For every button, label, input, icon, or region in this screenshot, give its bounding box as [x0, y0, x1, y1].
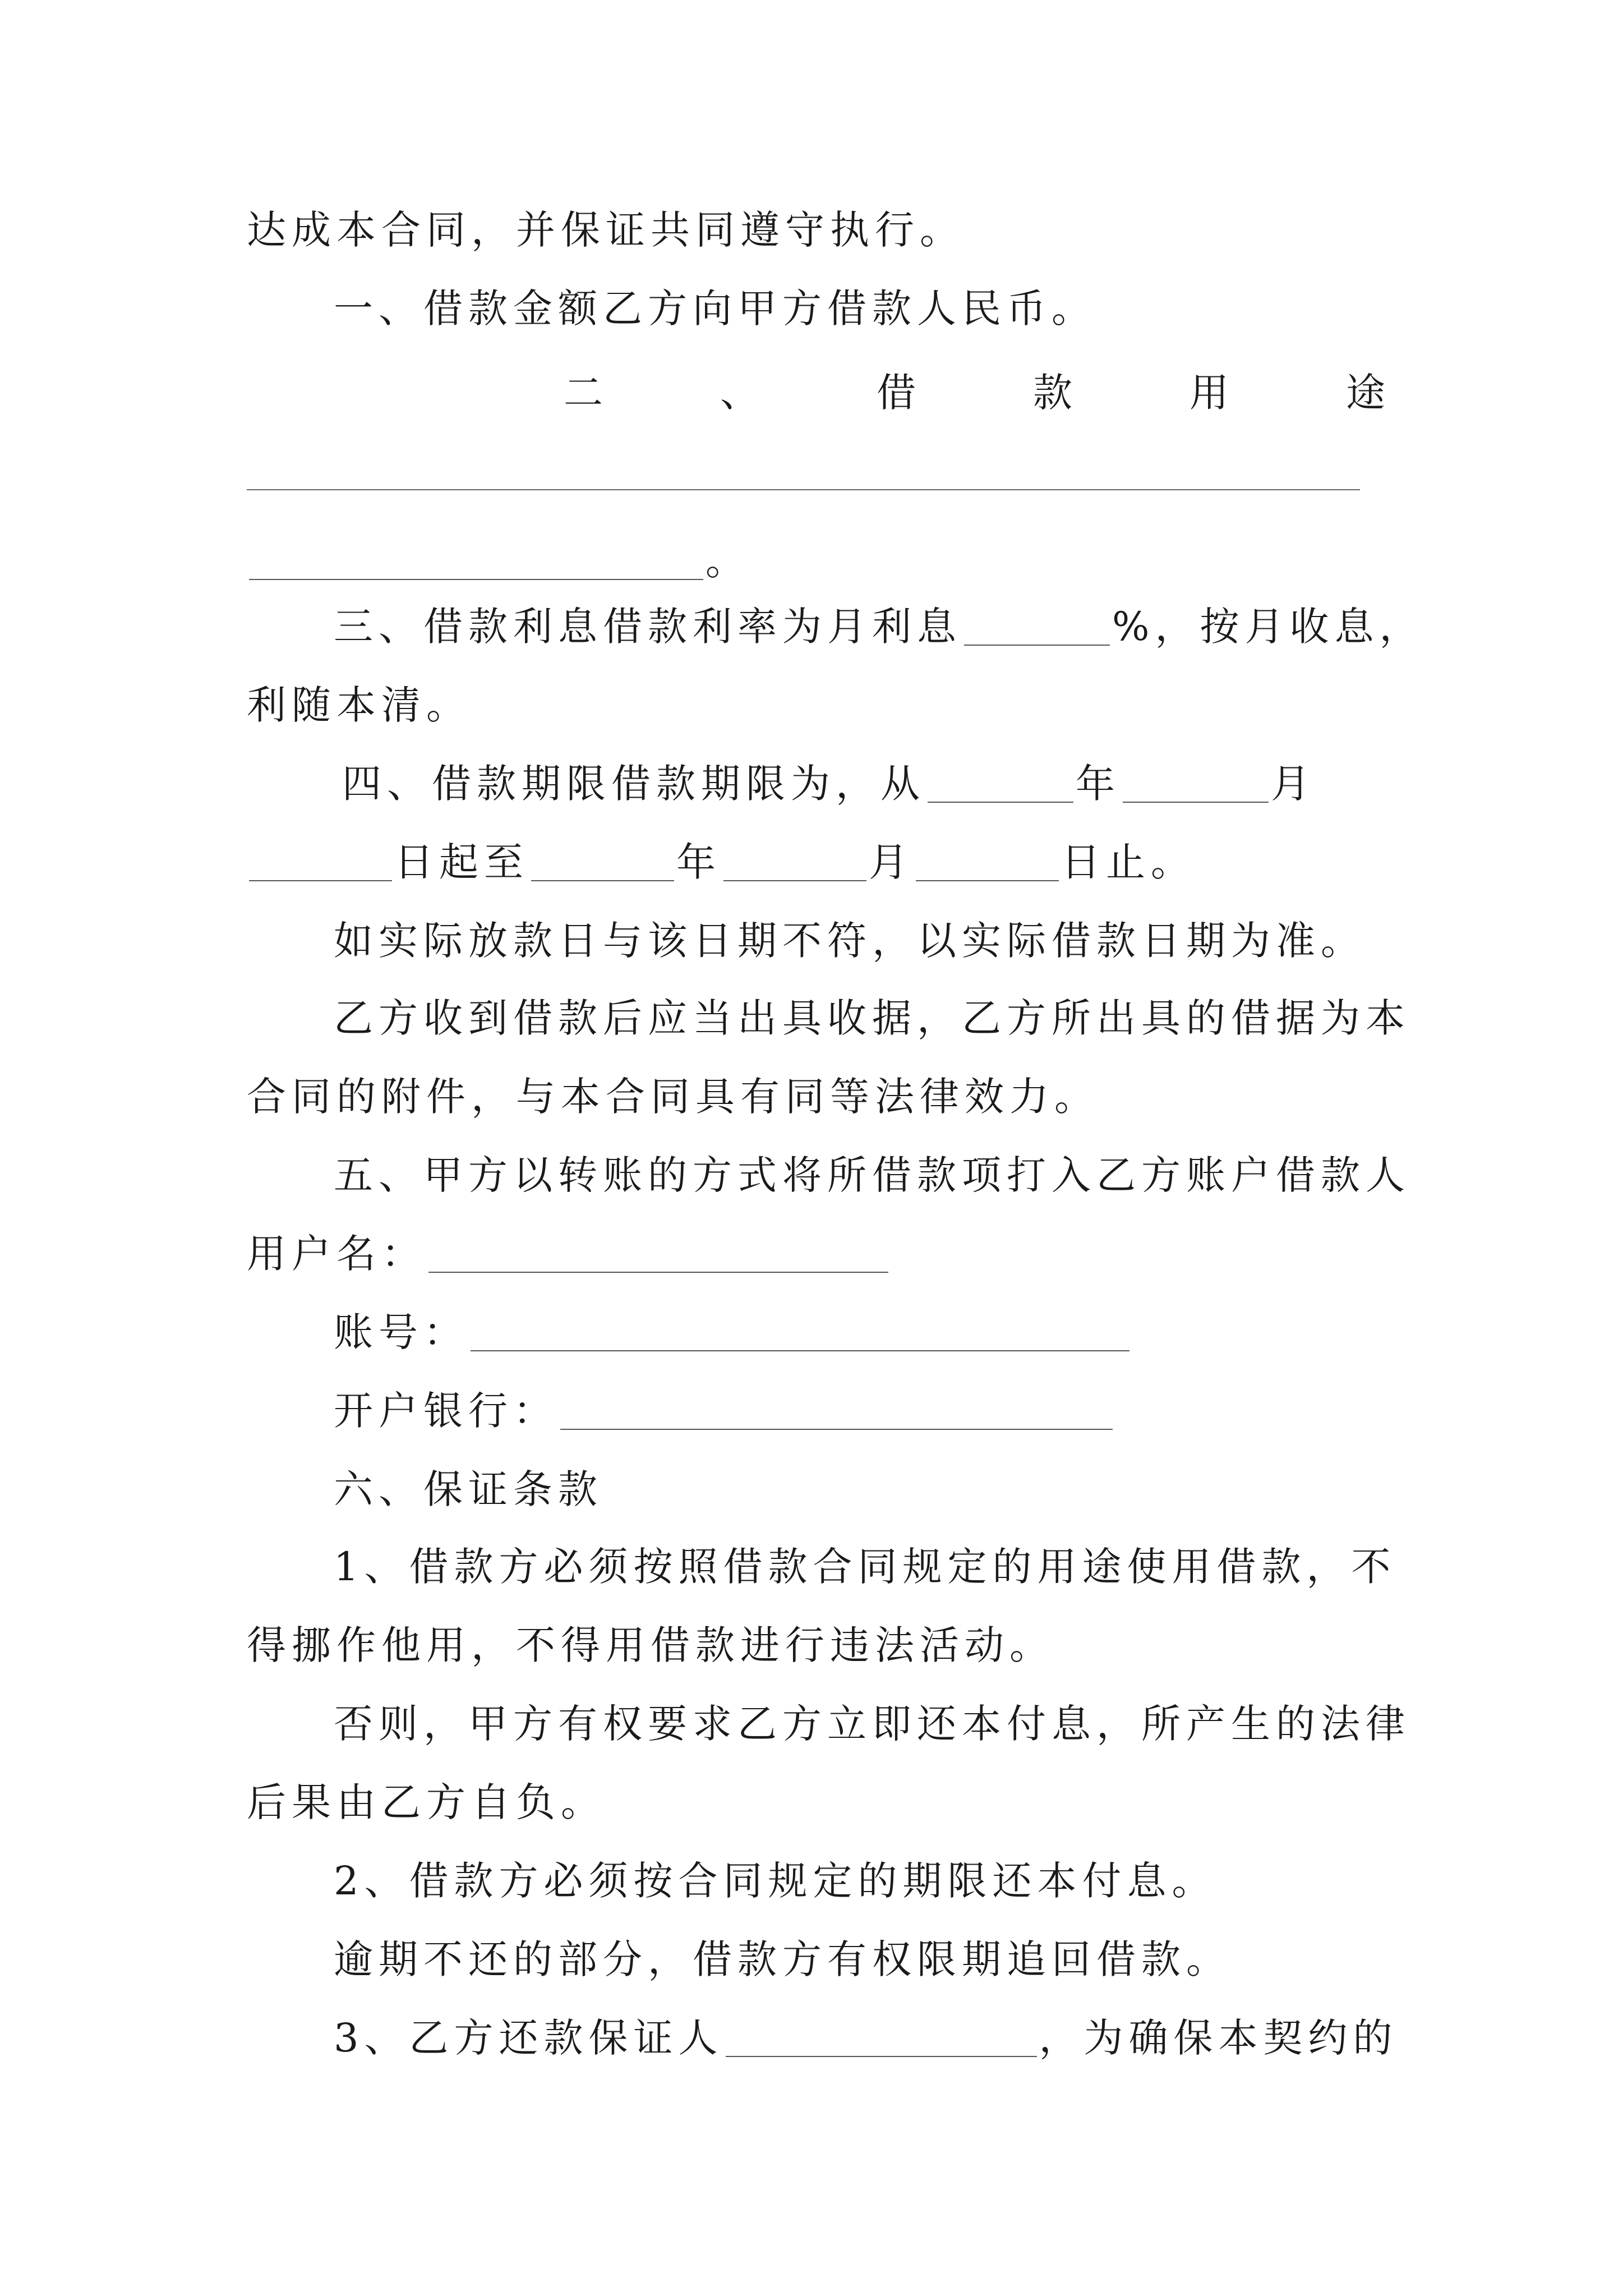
bank-field	[334, 1386, 1391, 1436]
blank-year	[928, 802, 1073, 803]
paragraph-line: 如实际放款日与该日期不符，以实际借款日期为准。	[334, 918, 1366, 964]
month-label: 月	[869, 839, 914, 885]
blank-interest-rate	[964, 645, 1110, 646]
blank-bank	[560, 1429, 1113, 1430]
blank-day	[249, 880, 392, 881]
clause-3-text-end: %，按月收息，	[1112, 604, 1424, 650]
blank-year	[531, 880, 674, 881]
clause-2-char: 、	[720, 370, 765, 416]
paragraph-line: 得挪作他用，不得用借款进行违法活动。	[247, 1622, 1054, 1668]
clause-3-text: 三、借款利息借款利率为月利息	[334, 604, 962, 650]
year-label: 年	[676, 839, 721, 885]
clause-4-term-continued	[247, 837, 1391, 887]
blank-line-purpose	[247, 489, 1360, 490]
blank-month	[723, 880, 866, 881]
blank-month	[1123, 802, 1269, 803]
purpose-blank-end	[247, 536, 1391, 586]
username-label: 用户名：	[247, 1231, 426, 1277]
clause-4-text-end: 日止。	[1061, 839, 1196, 885]
paragraph-line: 乙方收到借款后应当出具收据，乙方所出具的借据为本	[334, 995, 1410, 1041]
paragraph-line: 逾期不还的部分，借款方有权限期追回借款。	[334, 1936, 1231, 1982]
clause-2-char: 用	[1189, 370, 1234, 416]
year-label: 年	[1076, 761, 1121, 807]
clause-2-char: 二	[564, 370, 608, 416]
clause-2-heading-spread	[564, 367, 1391, 418]
paragraph-line: 利随本清。	[247, 682, 471, 728]
paragraph-line: 合同的附件，与本合同具有同等法律效力。	[247, 1074, 1099, 1120]
clause-4-term	[342, 758, 1391, 809]
blank-day	[916, 880, 1059, 881]
blank-account	[471, 1350, 1129, 1351]
username-field	[247, 1228, 1391, 1279]
guarantor-line	[334, 2013, 1398, 2063]
blank-username	[428, 1272, 888, 1273]
clause-4-text: 四、借款期限借款期限为，从	[342, 761, 925, 807]
clause-2-char: 款	[1033, 370, 1078, 416]
paragraph-line: 达成本合同，并保证共同遵守执行。	[247, 207, 965, 253]
clause-4-text: 日起至	[394, 839, 529, 885]
month-label: 月	[1271, 761, 1316, 807]
account-label: 账号：	[334, 1309, 468, 1355]
bank-label: 开户银行：	[334, 1388, 558, 1434]
clause-3-interest	[334, 601, 1424, 652]
paragraph-line: 2、借款方必须按合同规定的期限还本付息。	[334, 1858, 1217, 1904]
clause-1-loan-amount: 一、借款金额乙方向甲方借款人民币。	[334, 286, 1096, 332]
account-field	[334, 1307, 1391, 1358]
clause-2-char: 途	[1346, 370, 1391, 416]
paragraph-line: 1、借款方必须按照借款合同规定的用途使用借款，不	[334, 1544, 1396, 1590]
clause-6-heading: 六、保证条款	[334, 1466, 603, 1512]
guarantor-text-end: ，为确保本契约的	[1039, 2015, 1398, 2061]
paragraph-line: 否则，甲方有权要求乙方立即还本付息，所产生的法律	[334, 1701, 1410, 1747]
clause-5-transfer: 五、甲方以转账的方式将所借款项打入乙方账户借款人	[334, 1152, 1410, 1198]
paragraph-line: 后果由乙方自负。	[247, 1779, 606, 1825]
line-end-mark: 。	[706, 538, 750, 584]
blank-line	[249, 579, 703, 580]
blank-guarantor	[726, 2056, 1037, 2057]
guarantor-text: 3、乙方还款保证人	[334, 2015, 723, 2061]
clause-2-char: 借	[877, 370, 921, 416]
